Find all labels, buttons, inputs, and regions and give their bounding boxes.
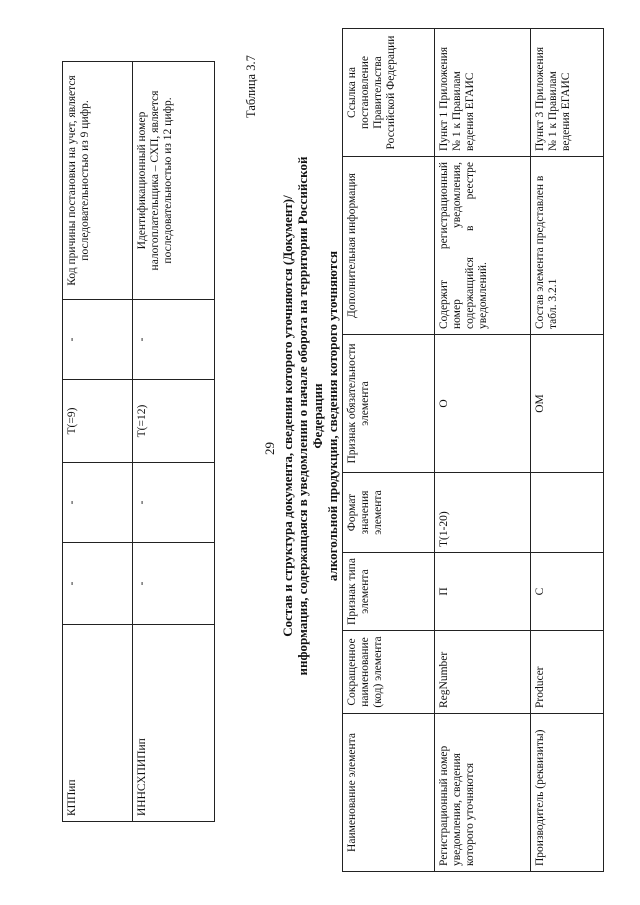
- table-cell: Содержит регистрационный номер уведомления, содержащийся в реестре уведомлений.: [435, 157, 531, 335]
- main-table-wrapper: [342, 28, 604, 872]
- title-line-3: алкогольной продукции, сведения которого уточняются: [325, 250, 340, 582]
- element-code: КППип: [63, 625, 133, 822]
- element-code: ИННСХПИПип: [133, 625, 215, 822]
- main-table: [342, 28, 604, 872]
- column-header: Наименование элемента: [343, 714, 435, 872]
- table-cell: Состав элемента представлен в табл. 3.2.1: [531, 157, 604, 335]
- table-cell: RegNumber: [435, 631, 531, 714]
- column-header: Признак обязательности элемента: [343, 335, 435, 473]
- table-cell: Регистрационный номер уведомления, сведения которого уточняются: [435, 714, 531, 872]
- table-cell: -: [63, 300, 133, 380]
- column-header: Признак типа элемента: [343, 553, 435, 631]
- column-header: Ссылка на постановление Правительства Российской Федерации: [343, 29, 435, 157]
- page-number: 29: [262, 442, 277, 455]
- table-cell: Код причины постановки на учет, является последовательностью из 9 цифр.: [63, 62, 133, 300]
- table-cell: T(=9): [63, 380, 133, 463]
- table-cell: Идентификационный номер налогоплательщика – СХП, является последовательностью из 12 цифр.: [133, 62, 215, 300]
- column-header: Формат значения элемента: [343, 473, 435, 553]
- table-cell: -: [63, 463, 133, 543]
- table-cell: О: [435, 335, 531, 473]
- table-cell: Producer: [531, 631, 604, 714]
- title-line-1: Состав и структура документа, сведения которого уточняются (Документ)/: [280, 195, 295, 637]
- table-cell: ОМ: [531, 335, 604, 473]
- table-row: [435, 29, 531, 872]
- table-cell: Пункт 3 Приложения № 1 к Правилам ведения ЕГАИС: [531, 29, 604, 157]
- table-cell: Пункт 1 Приложения № 1 к Правилам ведения ЕГАИС: [435, 29, 531, 157]
- table-cell: [531, 473, 604, 553]
- document-title: [280, 156, 340, 676]
- column-header: Сокращенное наименование (код) элемента: [343, 631, 435, 714]
- table-cell: T(1-20): [435, 473, 531, 553]
- top-table-wrapper: [62, 61, 215, 822]
- table-caption: Таблица 3.7: [244, 55, 258, 118]
- title-line-2: информация, содержащаяся в уведомлении о начале оборота на территории Российской Федерации: [295, 156, 325, 676]
- table-cell: -: [133, 543, 215, 625]
- table-cell: T(=12): [133, 380, 215, 463]
- table-header-row: [343, 29, 435, 872]
- table-row: [531, 29, 604, 872]
- table-cell: П: [435, 553, 531, 631]
- column-header: Дополнительная информация: [343, 157, 435, 335]
- table-cell: -: [133, 300, 215, 380]
- table-cell: Производитель (реквизиты): [531, 714, 604, 872]
- table-row: [63, 62, 133, 822]
- table-cell: -: [63, 543, 133, 625]
- table-row: [133, 62, 215, 822]
- top-table: [62, 61, 215, 822]
- table-cell: С: [531, 553, 604, 631]
- table-cell: -: [133, 463, 215, 543]
